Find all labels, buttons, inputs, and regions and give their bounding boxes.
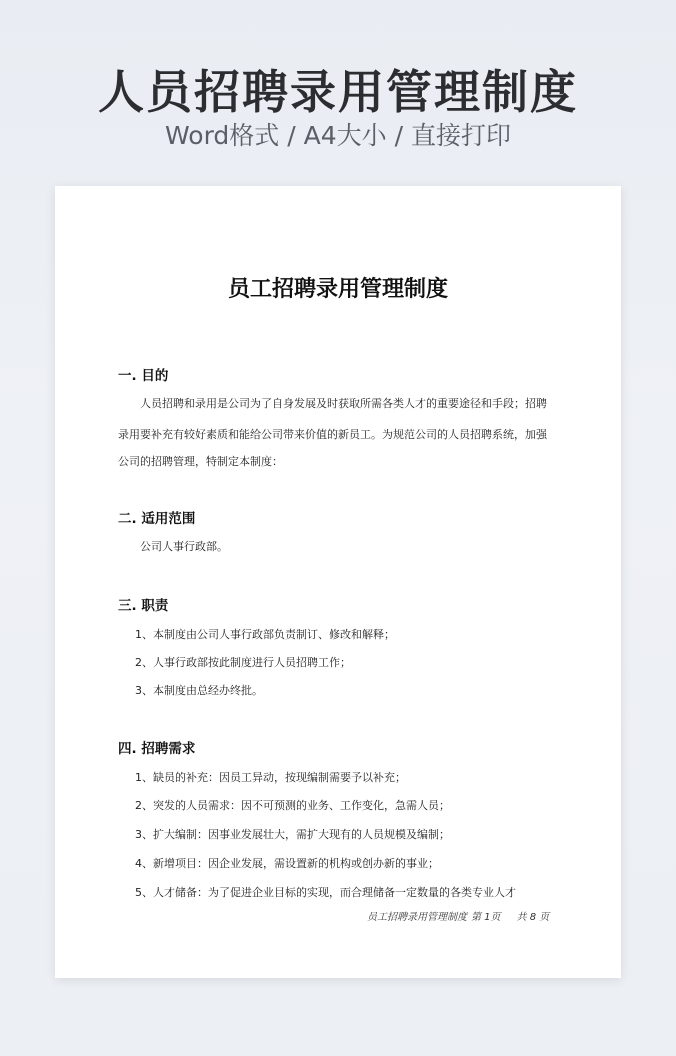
scope-text: 公司人事行政部。 <box>140 540 228 553</box>
duties-item: 3、本制度由总经办终批。 <box>135 684 263 697</box>
purpose-line: 人员招聘和录用是公司为了自身发展及时获取所需各类人才的重要途径和手段；招聘 <box>140 397 547 410</box>
needs-item: 1、缺员的补充：因员工异动，按现编制需要予以补充； <box>135 771 406 784</box>
needs-item: 2、突发的人员需求：因不可预测的业务、工作变化，急需人员； <box>135 799 450 812</box>
footer-total-pages: 共 8 页 <box>516 912 550 923</box>
purpose-line: 录用要补充有较好素质和能给公司带来价值的新员工。为规范公司的人员招聘系统，加强 <box>118 428 547 441</box>
needs-item: 3、扩大编制：因事业发展壮大，需扩大现有的人员规模及编制； <box>135 828 450 841</box>
section-heading-scope: 二. 适用范围 <box>118 511 196 527</box>
needs-item: 4、新增项目：因企业发展，需设置新的机构或创办新的事业； <box>135 857 439 870</box>
duties-item: 2、人事行政部按此制度进行人员招聘工作； <box>135 656 351 669</box>
banner-title: 人员招聘录用管理制度 <box>98 65 578 119</box>
banner-subtitle: Word格式 / A4大小 / 直接打印 <box>165 121 511 150</box>
needs-item: 5、人才储备：为了促进企业目标的实现，而合理储备一定数量的各类专业人才 <box>135 886 516 899</box>
page-footer <box>367 910 553 926</box>
document-title: 员工招聘录用管理制度 <box>227 277 448 302</box>
section-heading-needs: 四. 招聘需求 <box>118 741 196 757</box>
footer-page-number: 第 1页 <box>471 912 501 923</box>
document-page <box>55 186 621 978</box>
purpose-line: 公司的招聘管理，特制定本制度： <box>118 455 283 468</box>
duties-item: 1、本制度由公司人事行政部负责制订、修改和解释； <box>135 628 395 641</box>
section-heading-duties: 三. 职责 <box>118 598 169 614</box>
footer-doc-name: 员工招聘录用管理制度 <box>367 912 467 923</box>
section-heading-purpose: 一. 目的 <box>118 368 169 384</box>
